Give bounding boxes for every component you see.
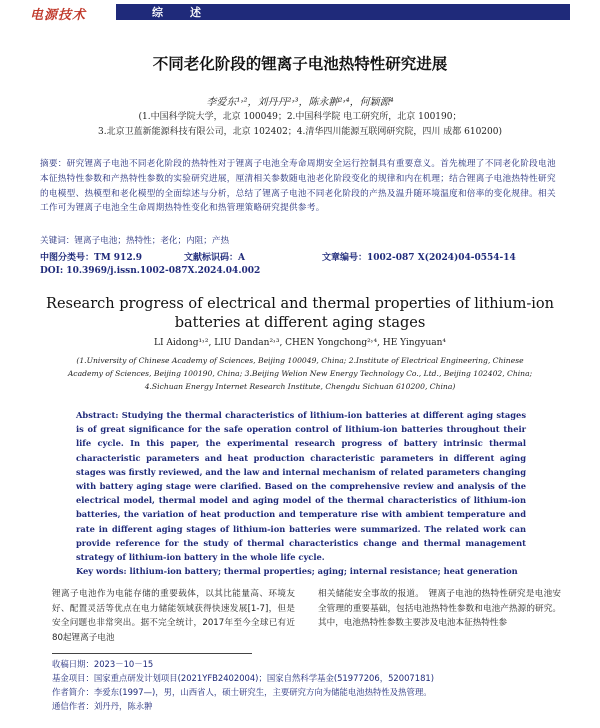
footnote-corresponding-author: 通信作者：刘丹丹，陈永翀 bbox=[52, 701, 153, 711]
section-label-1: 综 bbox=[152, 6, 163, 19]
article-number: 文章编号：1002-087 X(2024)04-0554-14 bbox=[322, 253, 516, 263]
footnote-funding: 基金项目：国家重点研发计划项目(2021YFB2402004)；国家自然科学基金(51977206，52007181) bbox=[52, 673, 434, 683]
footnote-received-date: 收稿日期：2023－10－15 bbox=[52, 659, 154, 669]
chinese-keywords: 关键词：锂离子电池；热特性；老化；内阻；产热 bbox=[40, 236, 230, 246]
chinese-affiliation-1: (1.中国科学院大学，北京 100049；2.中国科学院 电工研究所，北京 100190； bbox=[138, 112, 462, 122]
english-keywords: Key words: lithium-ion battery; thermal properties; aging; internal resistance; heat generation bbox=[76, 566, 518, 576]
chinese-authors: 李爱东¹˒²，刘丹丹²˒³，陈永翀²˒⁴，何颖源⁴ bbox=[206, 97, 394, 108]
journal-name: 电源技术 bbox=[30, 8, 87, 23]
section-label-2: 述 bbox=[190, 6, 201, 19]
clc-number: 中图分类号：TM 912.9 bbox=[40, 253, 142, 263]
section-bar bbox=[116, 4, 570, 20]
body-column-right: 相关储能安全事故的报道。 锂离子电池的热特性研究是电池安全管理的重要基础，包括电池热特性参数和电池产热源的研究。其中，电池热特性参数主要涉及电池本征热特性参 bbox=[318, 589, 561, 628]
chinese-abstract: 摘要：研究锂离子电池不同老化阶段的热特性对于锂离子电池全寿命周期安全运行控制具有重要意义。首先梳理了不同老化阶段电池本征热特性参数和产热特性参数的实验研究进展，厘清相关参数随电池老化阶段变化的规律和内在机理；结合锂离子电池热特性研究的电模型、热模型和老化模型的全面综述与分析，总结了锂离子电池不同老化阶段的产热及温升随环境温度和倍率的变化规律。相关工作可为锂离子电池全生命周期热特性变化和热管理策略研究提供参考。 bbox=[40, 159, 556, 214]
english-abstract: Abstract: Studying the thermal characteristics of lithium-ion batteries at different aging stages is of great significance for the safe operation control of lithium-ion batteries throughout their life cycle. In this paper, the experimental research progress of battery intrinsic thermal characteristic parameters and heat production characteristic parameters in different aging stages was firstly reviewed, and the law and internal mechanism of related parameters changing with battery aging stage were clarified. Based on the comprehensive review and analysis of the electrical model, thermal model and aging model of the thermal characteristics of lithium-ion batteries, the variation of heat production and temperature rise with ambient temperature and rate in different aging stages of lithium-ion batteries were summarized. The related work can provide reference for the study of thermal characteristics change and thermal management strategy of lithium-ion battery in the whole life cycle. bbox=[76, 410, 526, 563]
english-affiliation: (1.University of Chinese Academy of Sciences, Beijing 100049, China; 2.Institute of Electrical Engineering, Chinese Academy of Sciences, Beijing 100190, China; 3.Beijing Welion New Energy Technology Co., Ltd., Beijing 102402, China; 4.Sichuan Energy Internet Research Institute, Chengdu Sichuan 610200, China) bbox=[67, 356, 533, 391]
doi: DOI: 10.3969/j.issn.1002-087X.2024.04.002 bbox=[40, 266, 261, 276]
footnote-divider bbox=[52, 653, 252, 654]
body-column-left: 锂离子电池作为电能存储的重要载体，以其比能量高、环境友好、配置灵活等优点在电力储能领域获得快速发展[1-7]，但是安全问题也非常突出。据不完全统计，2017年至今全球已有近80起锂离子电池 bbox=[52, 589, 295, 643]
chinese-affiliation-2: 3.北京卫蓝新能源科技有限公司，北京 102402；4.清华四川能源互联网研究院，四川 成都 610200) bbox=[98, 127, 502, 137]
document-code: 文献标识码：A bbox=[184, 253, 245, 263]
journal-header bbox=[0, 0, 600, 24]
english-authors: LI Aidong¹˒², LIU Dandan²˒³, CHEN Yongchong²˒⁴, HE Yingyuan⁴ bbox=[153, 338, 447, 348]
footnote-author-bio: 作者简介：李爱东(1997—)，男，山西省人，硕士研究生，主要研究方向为储能电池热特性及热管理。 bbox=[52, 687, 432, 697]
english-title: Research progress of electrical and thermal properties of lithium-ion batteries at different aging stages bbox=[46, 296, 554, 331]
chinese-title: 不同老化阶段的锂离子电池热特性研究进展 bbox=[152, 55, 448, 73]
